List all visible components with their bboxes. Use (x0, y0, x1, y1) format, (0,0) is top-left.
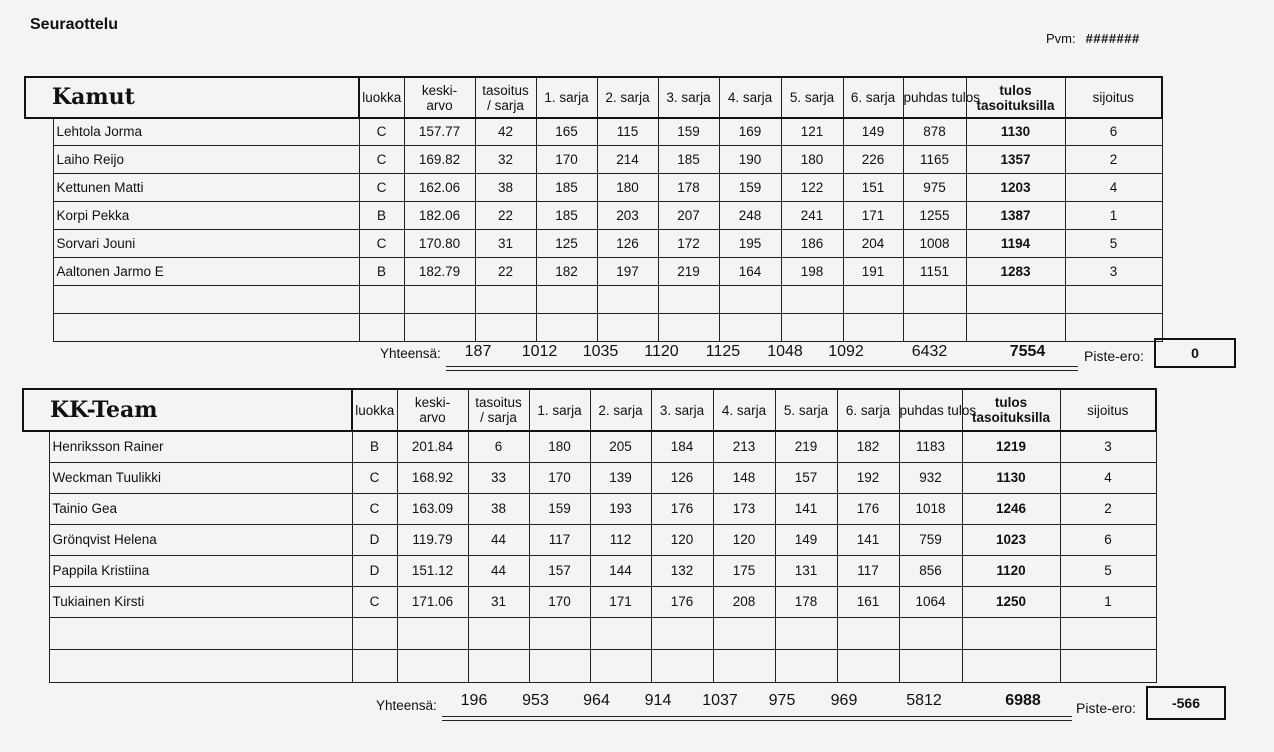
total-series-5: 1048 (767, 343, 803, 360)
rank: 1 (1065, 201, 1162, 229)
series-3: 120 (651, 524, 713, 555)
series-1: 170 (536, 145, 597, 173)
col-header-puhdas-tulos: puhdas tulos (903, 77, 966, 118)
player-class: C (359, 118, 404, 145)
player-class: C (359, 145, 404, 173)
series-4: 173 (713, 493, 775, 524)
series-4: 195 (719, 229, 781, 257)
rank: 5 (1065, 229, 1162, 257)
empty-row (23, 617, 1232, 649)
col-header-sarja-1: 1. sarja (536, 77, 597, 118)
total-scratch: 6432 (911, 343, 948, 360)
total-series-3: 1120 (644, 343, 679, 360)
series-5: 157 (775, 462, 837, 493)
total-with-handicap: 1283 (966, 257, 1065, 285)
total-with-handicap: 1023 (962, 524, 1060, 555)
series-3: 172 (658, 229, 719, 257)
rank: 2 (1060, 493, 1156, 524)
total-handicap: 196 (460, 692, 488, 709)
player-handicap: 44 (468, 524, 529, 555)
scratch-score: 1165 (903, 145, 966, 173)
double-underline (446, 366, 1078, 371)
col-header-sarja-3: 3. sarja (658, 77, 719, 118)
total-with-handicap: 1130 (962, 462, 1060, 493)
series-3: 126 (651, 462, 713, 493)
table-row (23, 493, 1232, 524)
series-2: 197 (597, 257, 658, 285)
total-with-handicap: 1387 (966, 201, 1065, 229)
series-1: 117 (529, 524, 590, 555)
player-name: Korpi Pekka (53, 201, 359, 229)
series-1: 125 (536, 229, 597, 257)
player-handicap: 6 (468, 431, 529, 462)
player-handicap: 33 (468, 462, 529, 493)
series-2: 144 (590, 555, 651, 586)
total-with-handicap: 1246 (962, 493, 1060, 524)
series-4: 159 (719, 173, 781, 201)
table-row (23, 524, 1232, 555)
series-1: 170 (529, 586, 590, 617)
player-class: B (352, 431, 397, 462)
scratch-score: 1255 (903, 201, 966, 229)
scratch-score: 856 (899, 555, 962, 586)
player-average: 168.92 (397, 462, 468, 493)
total-series-3: 914 (644, 692, 672, 709)
rank: 3 (1065, 257, 1162, 285)
scratch-score: 1183 (899, 431, 962, 462)
col-header-keskiarvo: keski- arvo (397, 389, 468, 431)
series-6: 117 (837, 555, 899, 586)
table-row (23, 431, 1232, 462)
series-5: 122 (781, 173, 843, 201)
series-5: 186 (781, 229, 843, 257)
player-class: D (352, 555, 397, 586)
total-series-6: 1092 (828, 343, 864, 360)
player-average: 182.06 (404, 201, 475, 229)
series-3: 132 (651, 555, 713, 586)
total-series-2: 964 (583, 692, 610, 709)
player-class: C (359, 229, 404, 257)
series-3: 178 (658, 173, 719, 201)
player-name: Tukiainen Kirsti (49, 586, 352, 617)
scratch-score: 878 (903, 118, 966, 145)
series-3: 184 (651, 431, 713, 462)
series-2: 193 (590, 493, 651, 524)
player-name: Weckman Tuulikki (49, 462, 352, 493)
player-average: 163.09 (397, 493, 468, 524)
col-header-sarja-3: 3. sarja (651, 389, 713, 431)
date-field (1046, 31, 1140, 46)
col-header-sijoitus: sijoitus (1065, 77, 1162, 118)
total-scratch: 5812 (906, 692, 942, 709)
player-name: Grönqvist Helena (49, 524, 352, 555)
series-1: 182 (536, 257, 597, 285)
total-series-2: 1035 (582, 343, 619, 360)
player-average: 170.80 (404, 229, 475, 257)
series-4: 169 (719, 118, 781, 145)
piste-ero-label: Piste-ero: (1076, 700, 1136, 716)
page-title: Seuraottelu (30, 16, 119, 33)
player-average: 182.79 (404, 257, 475, 285)
team-table-kk-team (22, 388, 1232, 683)
series-5: 219 (775, 431, 837, 462)
series-1: 159 (529, 493, 590, 524)
player-name: Lehtola Jorma (53, 118, 359, 145)
col-header-keskiarvo: keski- arvo (404, 77, 475, 118)
col-header-puhdas-tulos: puhdas tulos (899, 389, 962, 431)
col-header-sarja-4: 4. sarja (713, 389, 775, 431)
col-header-tulos: tulos tasoituksilla (966, 77, 1065, 118)
scratch-score: 975 (903, 173, 966, 201)
player-average: 157.77 (404, 118, 475, 145)
player-average: 162.06 (404, 173, 475, 201)
date-value: ####### (1085, 31, 1140, 46)
series-1: 185 (536, 173, 597, 201)
team-totals-kamut (0, 340, 1274, 366)
totals-label: Yhteensä: (376, 698, 437, 713)
col-header-sarja-6: 6. sarja (837, 389, 899, 431)
series-2: 171 (590, 586, 651, 617)
player-average: 151.12 (397, 555, 468, 586)
rank: 4 (1065, 173, 1162, 201)
player-name: Sorvari Jouni (53, 229, 359, 257)
series-5: 241 (781, 201, 843, 229)
series-6: 182 (837, 431, 899, 462)
series-5: 149 (775, 524, 837, 555)
player-name: Aaltonen Jarmo E (53, 257, 359, 285)
col-header-sarja-5: 5. sarja (781, 77, 843, 118)
series-5: 178 (775, 586, 837, 617)
series-2: 112 (590, 524, 651, 555)
player-handicap: 38 (468, 493, 529, 524)
team-name: Kamut (25, 77, 359, 118)
series-2: 126 (597, 229, 658, 257)
scratch-score: 1064 (899, 586, 962, 617)
total-series-1: 1012 (521, 343, 558, 360)
table-row (25, 173, 1244, 201)
table-row (23, 555, 1232, 586)
player-class: B (359, 201, 404, 229)
col-header-luokka: luokka (352, 389, 397, 431)
table-row (25, 257, 1244, 285)
total-with-handicap: 1357 (966, 145, 1065, 173)
player-class: C (359, 173, 404, 201)
piste-ero-value: -566 (1146, 686, 1226, 720)
player-name: Laiho Reijo (53, 145, 359, 173)
table-row (25, 118, 1244, 145)
col-header-sarja-2: 2. sarja (597, 77, 658, 118)
scratch-score: 1008 (903, 229, 966, 257)
player-name: Henriksson Rainer (49, 431, 352, 462)
total-handicap: 187 (464, 343, 492, 360)
player-handicap: 32 (475, 145, 536, 173)
player-average: 171.06 (397, 586, 468, 617)
table-row (23, 586, 1232, 617)
series-1: 170 (529, 462, 590, 493)
rank: 3 (1060, 431, 1156, 462)
series-1: 165 (536, 118, 597, 145)
team-name: KK-Team (23, 389, 352, 431)
series-3: 159 (658, 118, 719, 145)
series-6: 161 (837, 586, 899, 617)
player-name: Tainio Gea (49, 493, 352, 524)
total-series-6: 969 (830, 692, 858, 709)
player-class: D (352, 524, 397, 555)
player-average: 169.82 (404, 145, 475, 173)
rank: 4 (1060, 462, 1156, 493)
series-5: 180 (781, 145, 843, 173)
col-header-sarja-6: 6. sarja (843, 77, 903, 118)
col-header-tasoitus: tasoitus / sarja (468, 389, 529, 431)
player-average: 119.79 (397, 524, 468, 555)
scratch-score: 759 (899, 524, 962, 555)
player-class: C (352, 586, 397, 617)
series-6: 171 (843, 201, 903, 229)
series-4: 248 (719, 201, 781, 229)
series-6: 226 (843, 145, 903, 173)
series-3: 176 (651, 493, 713, 524)
col-header-sarja-2: 2. sarja (590, 389, 651, 431)
col-header-sarja-4: 4. sarja (719, 77, 781, 118)
series-2: 180 (597, 173, 658, 201)
series-1: 185 (536, 201, 597, 229)
total-series-5: 975 (768, 692, 796, 709)
player-handicap: 31 (468, 586, 529, 617)
series-4: 208 (713, 586, 775, 617)
player-class: C (352, 493, 397, 524)
scratch-score: 1018 (899, 493, 962, 524)
series-2: 214 (597, 145, 658, 173)
series-6: 191 (843, 257, 903, 285)
total-with-handicap: 1203 (966, 173, 1065, 201)
series-5: 141 (775, 493, 837, 524)
total-with-handicap: 1250 (962, 586, 1060, 617)
series-4: 213 (713, 431, 775, 462)
piste-ero-value: 0 (1154, 338, 1236, 368)
series-3: 176 (651, 586, 713, 617)
double-underline (442, 716, 1072, 721)
player-name: Pappila Kristiina (49, 555, 352, 586)
scratch-score: 1151 (903, 257, 966, 285)
total-series-1: 953 (522, 692, 549, 709)
scratch-score: 932 (899, 462, 962, 493)
series-6: 141 (837, 524, 899, 555)
col-header-sarja-1: 1. sarja (529, 389, 590, 431)
rank: 2 (1065, 145, 1162, 173)
player-handicap: 42 (475, 118, 536, 145)
series-4: 190 (719, 145, 781, 173)
series-4: 175 (713, 555, 775, 586)
total-with-handicap: 1130 (966, 118, 1065, 145)
series-2: 139 (590, 462, 651, 493)
col-header-tasoitus: tasoitus / sarja (475, 77, 536, 118)
series-2: 205 (590, 431, 651, 462)
series-5: 198 (781, 257, 843, 285)
table-row (25, 201, 1244, 229)
series-3: 207 (658, 201, 719, 229)
total-with-handicap: 1194 (966, 229, 1065, 257)
table-row (23, 462, 1232, 493)
empty-row (25, 285, 1244, 313)
date-label: Pvm: (1046, 31, 1076, 46)
series-3: 185 (658, 145, 719, 173)
series-4: 164 (719, 257, 781, 285)
player-handicap: 44 (468, 555, 529, 586)
player-handicap: 38 (475, 173, 536, 201)
col-header-sarja-5: 5. sarja (775, 389, 837, 431)
col-header-sijoitus: sijoitus (1060, 389, 1156, 431)
empty-row (23, 649, 1232, 682)
series-2: 115 (597, 118, 658, 145)
col-header-tulos: tulos tasoituksilla (962, 389, 1060, 431)
player-handicap: 22 (475, 201, 536, 229)
series-6: 192 (837, 462, 899, 493)
series-6: 151 (843, 173, 903, 201)
player-average: 201.84 (397, 431, 468, 462)
total-series-4: 1037 (702, 692, 738, 709)
rank: 6 (1060, 524, 1156, 555)
col-header-luokka: luokka (359, 77, 404, 118)
totals-label: Yhteensä: (380, 346, 441, 361)
total-series-4: 1125 (705, 343, 741, 360)
series-1: 157 (529, 555, 590, 586)
team-table-kamut (24, 76, 1244, 342)
series-3: 219 (658, 257, 719, 285)
series-1: 180 (529, 431, 590, 462)
series-4: 148 (713, 462, 775, 493)
empty-row (25, 313, 1244, 341)
total-with-handicap: 1219 (962, 431, 1060, 462)
series-4: 120 (713, 524, 775, 555)
player-handicap: 22 (475, 257, 536, 285)
series-6: 204 (843, 229, 903, 257)
series-5: 121 (781, 118, 843, 145)
series-5: 131 (775, 555, 837, 586)
rank: 1 (1060, 586, 1156, 617)
total-with-handicap: 6988 (1005, 692, 1041, 709)
total-with-handicap: 1120 (962, 555, 1060, 586)
piste-ero-label: Piste-ero: (1084, 348, 1144, 364)
series-6: 149 (843, 118, 903, 145)
player-name: Kettunen Matti (53, 173, 359, 201)
player-class: B (359, 257, 404, 285)
table-row (25, 229, 1244, 257)
total-with-handicap: 7554 (1009, 343, 1046, 360)
rank: 5 (1060, 555, 1156, 586)
series-2: 203 (597, 201, 658, 229)
player-handicap: 31 (475, 229, 536, 257)
series-6: 176 (837, 493, 899, 524)
table-row (25, 145, 1244, 173)
rank: 6 (1065, 118, 1162, 145)
player-class: C (352, 462, 397, 493)
